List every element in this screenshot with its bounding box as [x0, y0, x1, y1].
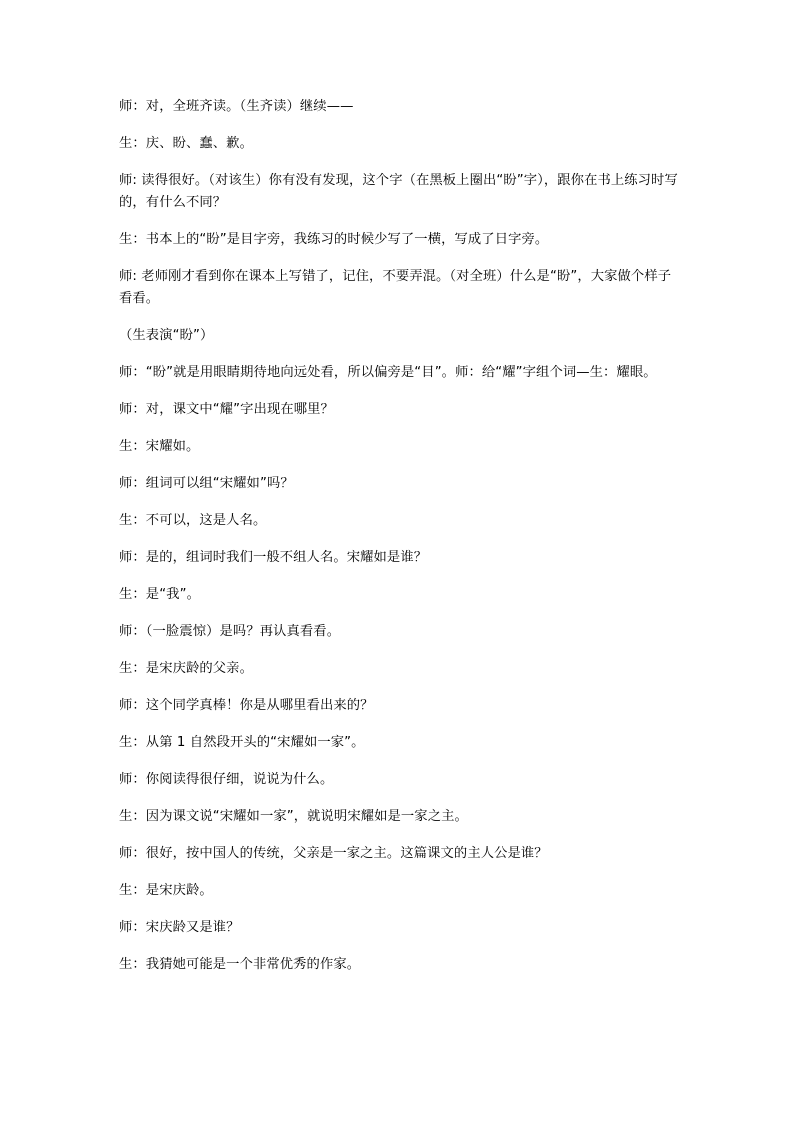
- dialogue-line: 师：对，课文中“耀”字出现在哪里？: [119, 402, 334, 417]
- dialogue-line: 生：不可以，这是人名。: [119, 513, 267, 528]
- dialogue-line: 师：很好，按中国人的传统，父亲是一家之主。这篇课文的主人公是谁？: [119, 846, 548, 861]
- dialogue-line: 生：宋耀如。: [119, 439, 200, 454]
- dialogue-line: 生：我猜她可能是一个非常优秀的作家。: [119, 957, 361, 972]
- dialogue-line: 师：是的，组词时我们一般不组人名。宋耀如是谁？: [119, 550, 428, 565]
- dialogue-line: 师：对，全班齐读。（生齐读）继续——: [119, 99, 354, 114]
- dialogue-line: 生：是宋庆龄的父亲。: [119, 661, 253, 676]
- dialogue-line: 师: 老师刚才看到你在课本上写错了，记住，不要弄混。（对全班）什么是“盼”，大家做个样子看看。: [119, 269, 672, 306]
- dialogue-line: 师：你阅读得很仔细，说说为什么。: [119, 772, 334, 787]
- dialogue-line: 生：是宋庆龄。: [119, 883, 213, 898]
- dialogue-line: 师: 读得很好。（对该生）你有没有发现，这个字（在黑板上圈出“盼”字），跟你在书上练习时写的，有什么不同？: [119, 173, 678, 210]
- dialogue-line: 师：宋庆龄又是谁？: [119, 920, 240, 935]
- dialogue-line: 生：从第 1 自然段开头的“宋耀如一家”。: [119, 735, 365, 750]
- dialogue-line: 师：组词可以组“宋耀如”吗？: [119, 476, 294, 491]
- dialogue-line: 生：书本上的“盼”是目字旁，我练习的时候少写了一横，写成了日字旁。: [119, 232, 549, 247]
- dialogue-line: 生：是“我”。: [119, 587, 200, 602]
- dialogue-line: 生：庆、盼、蠢、歉。: [119, 136, 253, 151]
- dialogue-line: 师：这个同学真棒！你是从哪里看出来的？: [119, 698, 374, 713]
- stage-direction: （生表演“盼”）: [119, 328, 214, 343]
- dialogue-line: 师：（一脸震惊）是吗？再认真看看。: [119, 624, 341, 639]
- dialogue-line: 生：因为课文说“宋耀如一家”，就说明宋耀如是一家之主。: [119, 809, 468, 824]
- dialogue-line: 师：“盼”就是用眼睛期待地向远处看，所以偏旁是“目”。师：给“耀”字组个词—生：耀眼。: [119, 365, 657, 380]
- document-body: [119, 96, 679, 991]
